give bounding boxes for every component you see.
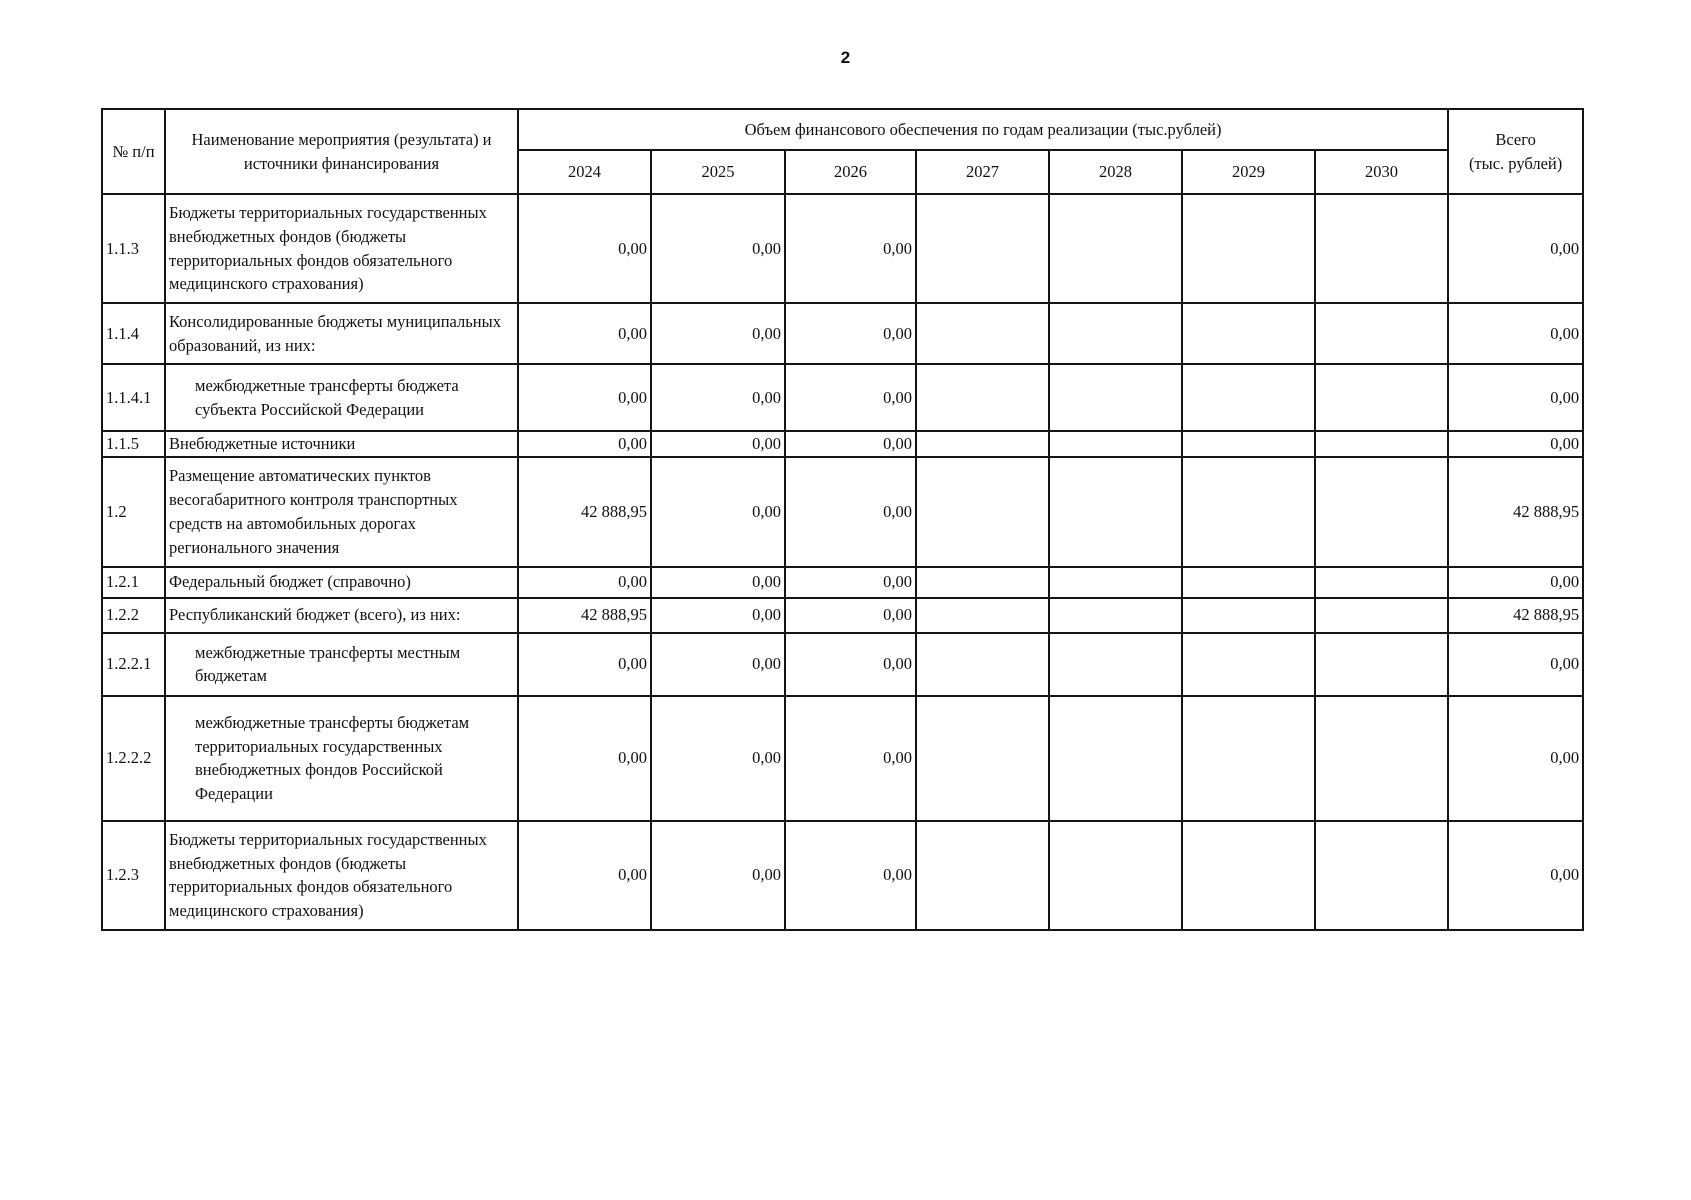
table-row — [102, 431, 1583, 457]
value-total: 42 888,95 — [1448, 598, 1583, 633]
row-name: Федеральный бюджет (справочно) — [165, 567, 518, 598]
value-2028 — [1049, 194, 1182, 303]
value-2024: 0,00 — [518, 633, 651, 696]
row-name: Бюджеты территориальных государственных внебюджетных фондов (бюджеты территориальных фондов обязательного медицинского страхования) — [165, 194, 518, 303]
row-number: 1.2.3 — [102, 821, 165, 930]
value-2030 — [1315, 821, 1448, 930]
value-2025: 0,00 — [651, 821, 785, 930]
value-total: 0,00 — [1448, 364, 1583, 431]
header-year-2024: 2024 — [518, 150, 651, 194]
row-name: Размещение автоматических пунктов весогабаритного контроля транспортных средств на автомобильных дорогах регионального значения — [165, 457, 518, 567]
value-2030 — [1315, 457, 1448, 567]
row-number: 1.1.4.1 — [102, 364, 165, 431]
value-2026: 0,00 — [785, 598, 916, 633]
row-number: 1.1.3 — [102, 194, 165, 303]
value-2027 — [916, 364, 1049, 431]
header-total-line1: Всего — [1495, 129, 1536, 149]
value-2028 — [1049, 303, 1182, 364]
table-row — [102, 598, 1583, 633]
header-year-2026: 2026 — [785, 150, 916, 194]
value-total: 42 888,95 — [1448, 457, 1583, 567]
table-row — [102, 303, 1583, 364]
row-number: 1.2.2.1 — [102, 633, 165, 696]
value-2030 — [1315, 431, 1448, 457]
value-total: 0,00 — [1448, 303, 1583, 364]
header-year-2027: 2027 — [916, 150, 1049, 194]
value-2030 — [1315, 696, 1448, 821]
value-2028 — [1049, 457, 1182, 567]
value-total: 0,00 — [1448, 696, 1583, 821]
value-2026: 0,00 — [785, 364, 916, 431]
page-number: 2 — [840, 48, 851, 67]
table-row — [102, 194, 1583, 303]
header-year-2025: 2025 — [651, 150, 785, 194]
value-2025: 0,00 — [651, 696, 785, 821]
value-2029 — [1182, 598, 1315, 633]
value-2024: 0,00 — [518, 194, 651, 303]
value-2028 — [1049, 431, 1182, 457]
value-2026: 0,00 — [785, 431, 916, 457]
header-name: Наименование мероприятия (результата) и источники финансирования — [165, 109, 518, 194]
table-row — [102, 457, 1583, 567]
value-2030 — [1315, 598, 1448, 633]
table-header — [102, 109, 1583, 194]
row-number: 1.1.4 — [102, 303, 165, 364]
row-name: Республиканский бюджет (всего), из них: — [165, 598, 518, 633]
value-2025: 0,00 — [651, 633, 785, 696]
value-2027 — [916, 303, 1049, 364]
value-2029 — [1182, 303, 1315, 364]
value-2026: 0,00 — [785, 696, 916, 821]
financing-table — [101, 108, 1584, 931]
value-2024: 42 888,95 — [518, 598, 651, 633]
header-year-2029: 2029 — [1182, 150, 1315, 194]
value-2029 — [1182, 633, 1315, 696]
value-2028 — [1049, 598, 1182, 633]
value-2029 — [1182, 364, 1315, 431]
row-name: Бюджеты территориальных государственных внебюджетных фондов (бюджеты территориальных фондов обязательного медицинского страхования) — [165, 821, 518, 930]
value-2027 — [916, 696, 1049, 821]
header-year-group: Объем финансового обеспечения по годам реализации (тыс.рублей) — [518, 109, 1448, 150]
value-2026: 0,00 — [785, 303, 916, 364]
row-number: 1.2.2 — [102, 598, 165, 633]
value-2027 — [916, 457, 1049, 567]
value-2026: 0,00 — [785, 567, 916, 598]
value-2027 — [916, 567, 1049, 598]
value-2028 — [1049, 567, 1182, 598]
value-2030 — [1315, 567, 1448, 598]
row-name: межбюджетные трансферты бюджета субъекта Российской Федерации — [165, 364, 518, 431]
value-2030 — [1315, 194, 1448, 303]
header-year-2028: 2028 — [1049, 150, 1182, 194]
value-2025: 0,00 — [651, 567, 785, 598]
table-row — [102, 696, 1583, 821]
value-2030 — [1315, 364, 1448, 431]
value-2025: 0,00 — [651, 431, 785, 457]
value-total: 0,00 — [1448, 194, 1583, 303]
value-2029 — [1182, 821, 1315, 930]
value-2027 — [916, 633, 1049, 696]
value-2025: 0,00 — [651, 194, 785, 303]
value-2027 — [916, 821, 1049, 930]
value-2024: 42 888,95 — [518, 457, 651, 567]
value-2024: 0,00 — [518, 364, 651, 431]
value-2028 — [1049, 696, 1182, 821]
value-2025: 0,00 — [651, 457, 785, 567]
value-2024: 0,00 — [518, 696, 651, 821]
value-2027 — [916, 598, 1049, 633]
value-total: 0,00 — [1448, 821, 1583, 930]
value-2029 — [1182, 457, 1315, 567]
row-number: 1.2.1 — [102, 567, 165, 598]
value-2024: 0,00 — [518, 821, 651, 930]
value-2025: 0,00 — [651, 364, 785, 431]
header-num: № п/п — [102, 109, 165, 194]
row-name: Внебюджетные источники — [165, 431, 518, 457]
row-name: Консолидированные бюджеты муниципальных образований, из них: — [165, 303, 518, 364]
row-name: межбюджетные трансферты местным бюджетам — [165, 633, 518, 696]
value-2024: 0,00 — [518, 567, 651, 598]
value-2026: 0,00 — [785, 633, 916, 696]
value-2026: 0,00 — [785, 821, 916, 930]
value-2029 — [1182, 696, 1315, 821]
value-2024: 0,00 — [518, 431, 651, 457]
value-2025: 0,00 — [651, 303, 785, 364]
value-2024: 0,00 — [518, 303, 651, 364]
value-2028 — [1049, 633, 1182, 696]
table-row — [102, 364, 1583, 431]
value-2029 — [1182, 431, 1315, 457]
table-row — [102, 567, 1583, 598]
header-total — [1448, 109, 1583, 194]
value-2025: 0,00 — [651, 598, 785, 633]
value-2028 — [1049, 821, 1182, 930]
value-2026: 0,00 — [785, 457, 916, 567]
row-number: 1.2.2.2 — [102, 696, 165, 821]
header-year-2030: 2030 — [1315, 150, 1448, 194]
header-total-line2: (тыс. рублей) — [1468, 153, 1563, 173]
value-2030 — [1315, 633, 1448, 696]
value-2027 — [916, 431, 1049, 457]
value-total: 0,00 — [1448, 567, 1583, 598]
table-row — [102, 633, 1583, 696]
value-2030 — [1315, 303, 1448, 364]
row-name: межбюджетные трансферты бюджетам территориальных государственных внебюджетных фондов Российской Федерации — [165, 696, 518, 821]
value-2029 — [1182, 567, 1315, 598]
value-total: 0,00 — [1448, 633, 1583, 696]
table-row — [102, 821, 1583, 930]
value-2029 — [1182, 194, 1315, 303]
value-2026: 0,00 — [785, 194, 916, 303]
table-body — [102, 194, 1583, 930]
value-total: 0,00 — [1448, 431, 1583, 457]
value-2027 — [916, 194, 1049, 303]
row-number: 1.2 — [102, 457, 165, 567]
value-2028 — [1049, 364, 1182, 431]
row-number: 1.1.5 — [102, 431, 165, 457]
